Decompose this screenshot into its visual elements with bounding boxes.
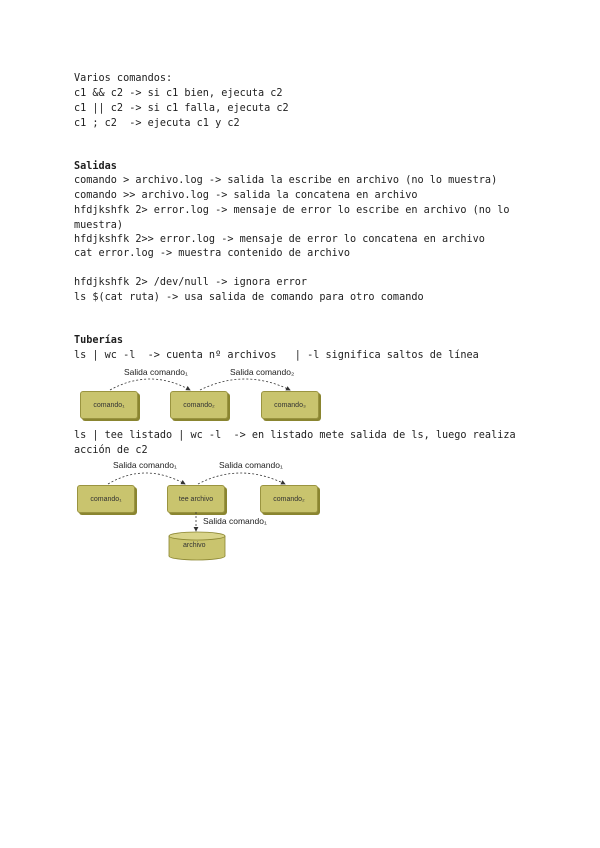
diagram1-box-2: comando₂: [170, 391, 228, 419]
diagram2-arrow-1: [108, 473, 185, 484]
diagram2-arrow-2: [198, 473, 285, 484]
text-line: c1 && c2 -> si c1 bien, ejecuta c2: [74, 88, 283, 99]
diagram1-arrow-2: [200, 379, 290, 390]
diagram1-arrow-1: [110, 379, 190, 390]
diagram2-box-1: comando₁: [77, 485, 135, 513]
text-line: ls | tee listado | wc -l -> en listado mete salida de ls, luego realiza acción de c2: [74, 430, 522, 456]
text-line: hfdjkshfk 2>> error.log -> mensaje de error lo concatena en archivo: [74, 234, 485, 245]
diagram2-label-2: Salida comando₁: [219, 460, 283, 470]
diagram2-label-3: Salida comando₁: [203, 516, 267, 526]
text-line: comando > archivo.log -> salida la escribe en archivo (no lo muestra): [74, 175, 498, 186]
diagram2-file: archivo: [183, 542, 206, 549]
text-line: hfdjkshfk 2> error.log -> mensaje de error lo escribe en archivo (no lo muestra): [74, 205, 516, 231]
text-line: ls $(cat ruta) -> usa salida de comando para otro comando: [74, 292, 424, 303]
diagram1-box-3: comando₃: [261, 391, 319, 419]
diagram1-label-1: Salida comando₁: [124, 367, 188, 377]
diagram2-box-2: tee archivo: [167, 485, 225, 513]
section-varios-title: Varios comandos:: [74, 73, 173, 84]
diagram1-label-2: Salida comando₂: [230, 367, 295, 377]
diagram2-label-1: Salida comando₁: [113, 460, 177, 470]
text-line: c1 || c2 -> si c1 falla, ejecuta c2: [74, 103, 289, 114]
text-line: cat error.log -> muestra contenido de archivo: [74, 248, 351, 259]
section-tuberias-title: Tuberías: [74, 335, 124, 346]
text-line: hfdjkshfk 2> /dev/null -> ignora error: [74, 277, 308, 288]
section-salidas-title: Salidas: [74, 161, 117, 172]
text-line: c1 ; c2 -> ejecuta c1 y c2: [74, 118, 240, 129]
text-line: ls | wc -l -> cuenta nº archivos | -l significa saltos de línea: [74, 350, 479, 361]
diagram2-box-3: comando₂: [260, 485, 318, 513]
diagram1-box-1: comando₁: [80, 391, 138, 419]
text-line: comando >> archivo.log -> salida la concatena en archivo: [74, 190, 418, 201]
